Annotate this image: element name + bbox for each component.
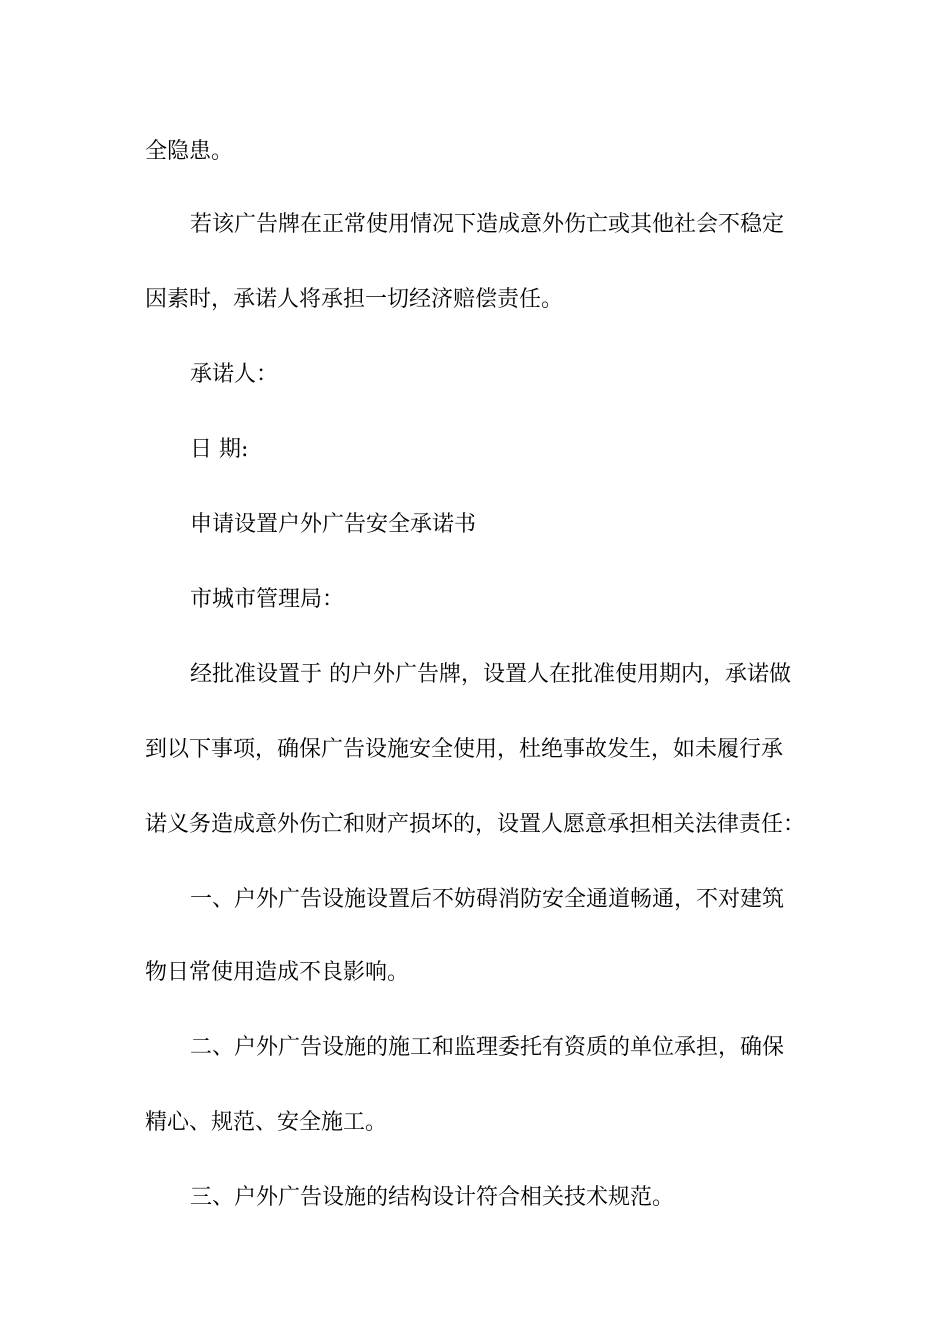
paragraph-intro-cont-1: 到以下事项，确保广告设施安全使用，杜绝事故发生，如未履行承: [145, 737, 784, 762]
item-one-cont: 物日常使用造成不良影响。: [145, 960, 410, 985]
document-heading: 申请设置户外广告安全承诺书: [190, 512, 477, 537]
item-two-cont: 精心、规范、安全施工。: [145, 1110, 388, 1135]
item-three: 三、户外广告设施的结构设计符合相关技术规范。: [190, 1185, 675, 1210]
addressee: 市城市管理局：: [190, 587, 345, 612]
item-two: 二、户外广告设施的施工和监理委托有资质的单位承担，确保: [190, 1035, 785, 1060]
date-label: 日 期:: [190, 437, 249, 462]
paragraph-liability: 若该广告牌在正常使用情况下造成意外伤亡或其他社会不稳定: [190, 212, 785, 237]
promiser-label: 承诺人：: [190, 362, 279, 387]
text-line-continuation: 全隐患。: [145, 139, 234, 164]
paragraph-liability-cont: 因素时，承诺人将承担一切经济赔偿责任。: [145, 287, 564, 312]
paragraph-intro-cont-2: 诺义务造成意外伤亡和财产损坏的，设置人愿意承担相关法律责任：: [145, 812, 806, 837]
item-one: 一、户外广告设施设置后不妨碍消防安全通道畅通，不对建筑: [190, 887, 785, 912]
paragraph-intro: 经批准设置于 的户外广告牌，设置人在批准使用期内，承诺做: [190, 662, 791, 687]
